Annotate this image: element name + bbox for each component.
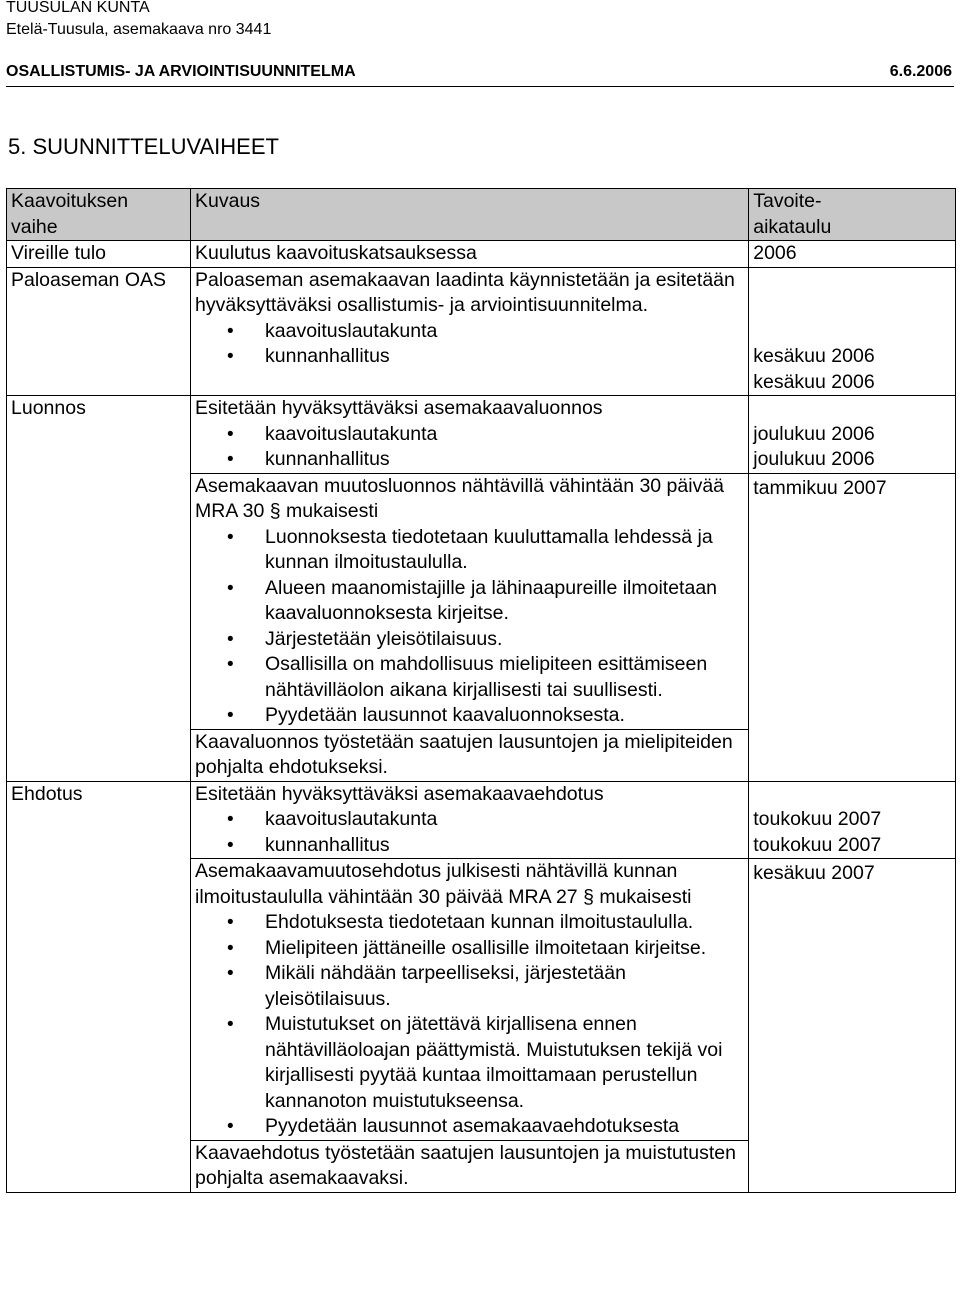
- phase-cell: Ehdotus: [7, 781, 191, 1192]
- list-item: • Pyydetään lausunnot kaavaluonnoksesta.: [195, 703, 744, 729]
- approval-list: [195, 319, 744, 370]
- table-row-luonnos: [7, 396, 956, 782]
- display-list: [195, 525, 744, 729]
- list-item: • Muistutukset on jätettävä kirjallisena ennen nähtävilläoloajan päättymistä. Muistutuksen tekijä voi kirjallisesti pyytää kuntaa ilmoittamaan perustellun kannanoton muistutukseensa.: [195, 1012, 744, 1114]
- list-item: • kaavoituslautakunta: [195, 807, 744, 833]
- closing-text: Kaavaluonnos työstetään saatujen lausuntojen ja mielipiteiden pohjalta ehdotukseksi.: [195, 730, 733, 778]
- display-text: Asemakaavan muutosluonnos nähtävillä vähintään 30 päivää MRA 30 § mukaisesti: [195, 474, 725, 522]
- description-cell: [191, 396, 749, 782]
- list-item: • Luonnoksesta tiedotetaan kuuluttamalla lehdessä ja kunnan ilmoitustaululla.: [195, 525, 744, 576]
- target-date: kesäkuu 2006: [753, 345, 875, 367]
- description-cell: [191, 781, 749, 1192]
- approval-list: [195, 807, 744, 858]
- table-header-row: [7, 189, 956, 241]
- document-date: 6.6.2006: [889, 63, 952, 80]
- table-row-oas: [7, 267, 956, 396]
- phase-cell: Luonnos: [7, 396, 191, 782]
- list-item: • Järjestetään yleisötilaisuus.: [195, 627, 744, 653]
- target-date: toukokuu 2007: [753, 833, 882, 856]
- target-cell: [749, 267, 956, 396]
- list-item: • Osallisilla on mahdollisuus mielipiteen esittämiseen nähtävilläolon aikana kirjallisesti tai suullisesti.: [195, 652, 744, 703]
- table-row-ehdotus: [7, 781, 956, 1192]
- approval-list: [195, 422, 744, 473]
- target-date: tammikuu 2007: [749, 473, 955, 502]
- target-date: kesäkuu 2007: [749, 858, 955, 887]
- approval-text: Esitetään hyväksyttäväksi asemakaavaehdotus: [195, 782, 604, 805]
- description-cell: Kuulutus kaavoituskatsauksessa: [191, 241, 749, 268]
- list-item: • Alueen maanomistajille ja lähinaapureille ilmoitetaan kaavaluonnoksesta kirjeitse.: [195, 576, 744, 627]
- target-cell: [749, 396, 956, 782]
- closing-text: Kaavaehdotus työstetään saatujen lausuntojen ja muistutusten pohjalta asemakaavaksi.: [195, 1141, 736, 1189]
- target-date: kesäkuu 2006: [753, 370, 875, 393]
- header-phase: Kaavoituksen vaihe: [7, 189, 191, 241]
- approval-text: Esitetään hyväksyttäväksi asemakaavaluonnos: [195, 397, 603, 419]
- list-item: • Mikäli nähdään tarpeelliseksi, järjestetään yleisötilaisuus.: [195, 961, 744, 1012]
- description-cell: [191, 267, 749, 396]
- display-text: Asemakaavamuutosehdotus julkisesti nähtävillä kunnan ilmoitustaululla vähintään 30 päivää MRA 27 § mukaisesti: [195, 860, 692, 908]
- document-title: OSALLISTUMIS- JA ARVIOINTISUUNNITELMA: [6, 63, 356, 80]
- target-date: joulukuu 2006: [753, 422, 875, 445]
- target-cell: [749, 781, 956, 1192]
- list-item: • Ehdotuksesta tiedotetaan kunnan ilmoitustaululla.: [195, 910, 744, 936]
- table-row-vireille: [7, 241, 956, 268]
- phase-cell: Paloaseman OAS: [7, 267, 191, 396]
- list-item: • kunnanhallitus: [195, 833, 744, 859]
- header-rule: [6, 86, 954, 87]
- planning-phases-table: [6, 188, 956, 1193]
- list-item: • Pyydetään lausunnot asemakaavaehdotuksesta: [195, 1114, 744, 1140]
- phase-cell: Vireille tulo: [7, 241, 191, 268]
- display-list: [195, 910, 744, 1140]
- header-target-schedule: Tavoite- aikataulu: [749, 189, 956, 241]
- list-item: • kunnanhallitus: [195, 447, 744, 473]
- list-item: • kunnanhallitus: [195, 344, 744, 370]
- list-item: • Mielipiteen jättäneille osallisille ilmoitetaan kirjeitse.: [195, 936, 744, 962]
- section-title: 5. SUUNNITTELUVAIHEET: [8, 134, 279, 159]
- description-text: Paloaseman asemakaavan laadinta käynnistetään ja esitetään hyväksyttäväksi osallistumis- ja arviointisuunnitelma.: [195, 268, 735, 316]
- organization-name: TUUSULAN KUNTA: [6, 0, 150, 16]
- list-item: • kaavoituslautakunta: [195, 319, 744, 345]
- target-date: joulukuu 2006: [753, 448, 875, 470]
- target-date: toukokuu 2007: [753, 808, 882, 830]
- target-cell: 2006: [749, 241, 956, 268]
- plan-name: Etelä-Tuusula, asemakaava nro 3441: [6, 21, 272, 38]
- list-item: • kaavoituslautakunta: [195, 422, 744, 448]
- header-description: Kuvaus: [191, 189, 749, 241]
